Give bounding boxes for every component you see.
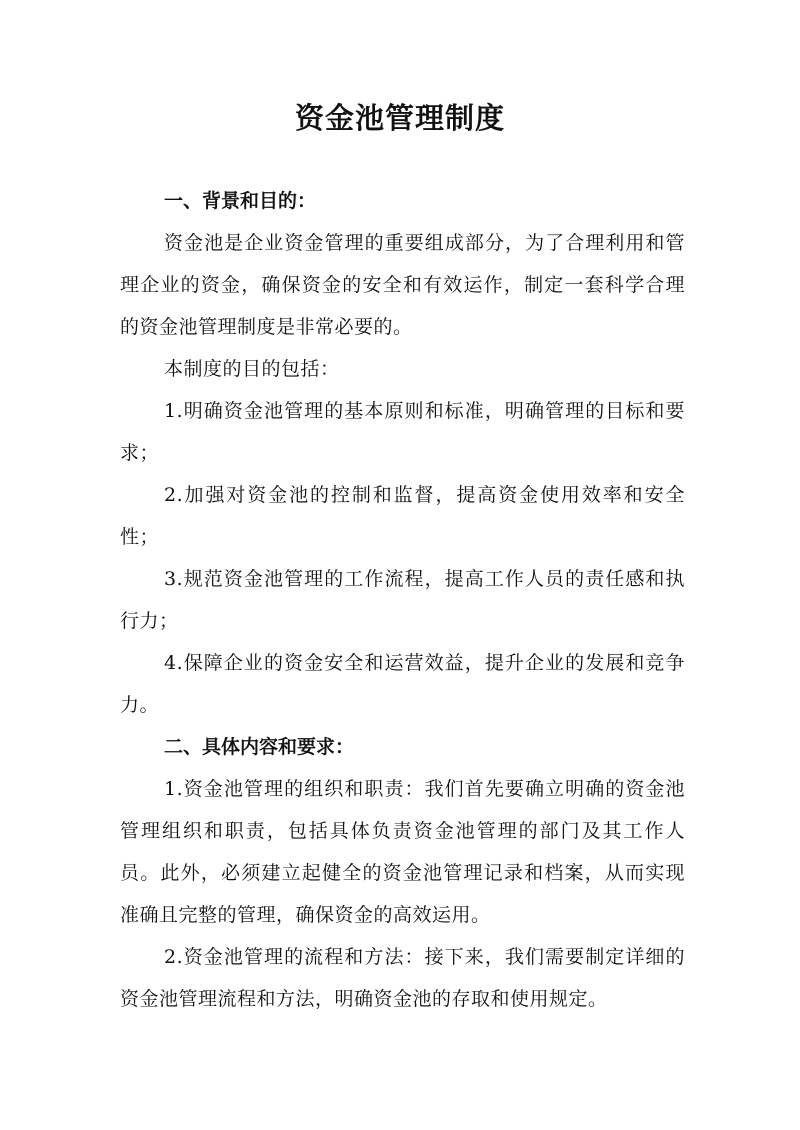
list-item: 1.明确资金池管理的基本原则和标准，明确管理的目标和要求； — [120, 400, 685, 464]
section-heading: 一、背景和目的： — [164, 190, 317, 212]
list-item: 2.资金池管理的流程和方法：接下来，我们需要制定详细的资金池管理流程和方法，明确资金池的存取和使用规定。 — [120, 946, 685, 1010]
list-item: 1.资金池管理的组织和职责：我们首先要确立明确的资金池管理组织和职责，包括具体负责资金池管理的部门及其工作人员。此外，必须建立起健全的资金池管理记录和档案，从而实现准确且完整的管理，确保资金的高效运用。 — [120, 778, 685, 926]
paragraph: 本制度的目的包括： — [164, 358, 340, 380]
document-body — [120, 180, 685, 1020]
section-heading: 二、具体内容和要求： — [164, 736, 355, 758]
section-background-purpose — [120, 180, 685, 726]
list-item: 4.保障企业的资金安全和运营效益，提升企业的发展和竞争力。 — [120, 652, 685, 716]
section-content-requirements — [120, 726, 685, 1020]
document-title: 资金池管理制度 — [294, 101, 505, 135]
list-item: 2.加强对资金池的控制和监督，提高资金使用效率和安全性； — [120, 484, 685, 548]
list-item: 3.规范资金池管理的工作流程，提高工作人员的责任感和执行力； — [120, 568, 685, 632]
paragraph: 资金池是企业资金管理的重要组成部分，为了合理利用和管理企业的资金，确保资金的安全和有效运作，制定一套科学合理的资金池管理制度是非常必要的。 — [120, 232, 685, 338]
